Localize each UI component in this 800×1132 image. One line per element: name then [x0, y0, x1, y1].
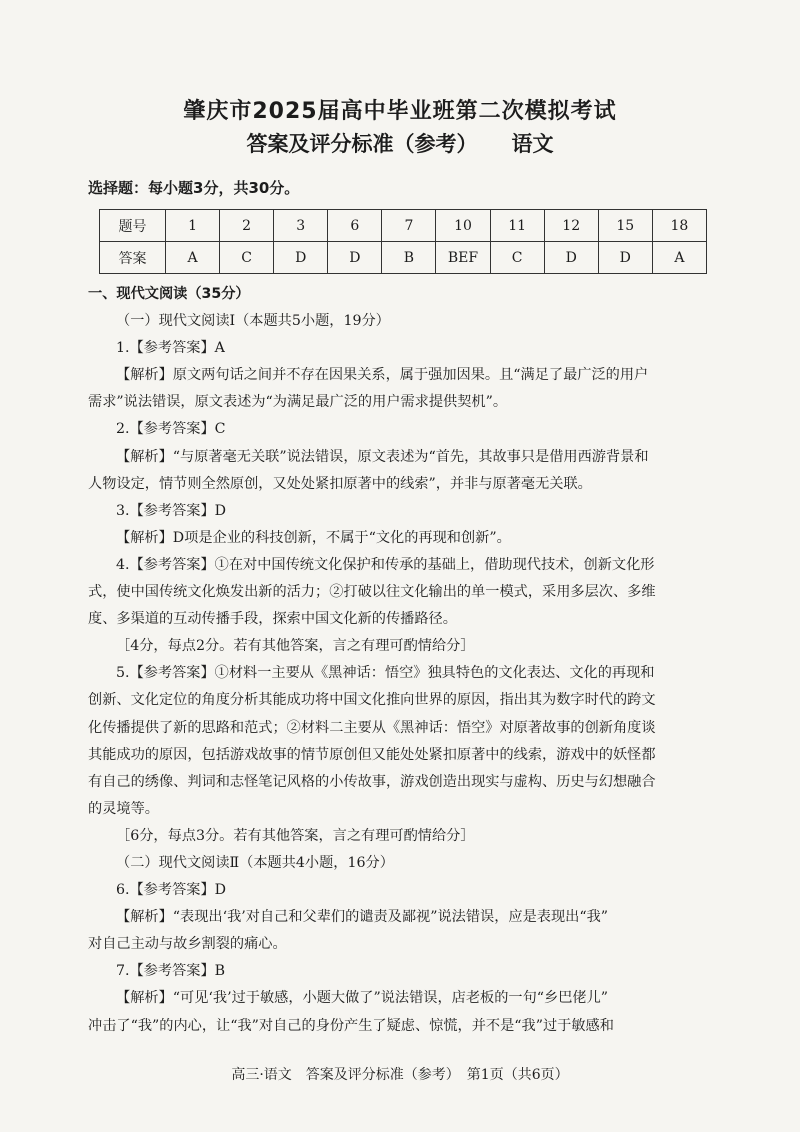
question-number: 18 [652, 210, 706, 242]
answer-cell: D [544, 242, 598, 274]
answer-line: 有自己的绣像、判词和志怪笔记风格的小传故事，游戏创造出现实与虚构、历史与幻想融合 [88, 773, 656, 790]
exam-subtitle [0, 128, 800, 158]
exam-title: 肇庆市2025届高中毕业班第二次模拟考试 [183, 99, 617, 124]
analysis-line: 需求”说法错误，原文表述为“为满足最广泛的用户需求提供契机”。 [88, 394, 508, 411]
question-number-row [100, 210, 707, 242]
answer-line: 1.【参考答案】A [116, 340, 225, 357]
question-number: 7 [382, 210, 436, 242]
question-number: 3 [274, 210, 328, 242]
answer-line: 6.【参考答案】D [116, 882, 227, 899]
answer-line: 4.【参考答案】①在对中国传统文化保护和传承的基础上，借助现代技术，创新文化形 [116, 556, 655, 573]
answer-row [100, 242, 707, 274]
analysis-line: 【解析】“可见‘我’过于敏感，小题大做了”说法错误，店老板的一句“乡巴佬儿” [116, 990, 609, 1007]
answer-cell: D [328, 242, 382, 274]
question-number: 10 [436, 210, 490, 242]
question-number: 12 [544, 210, 598, 242]
answer-line: 度、多渠道的互动传播手段，探索中国文化新的传播路径。 [88, 611, 457, 628]
question-number: 2 [220, 210, 274, 242]
analysis-line: 对自己主动与故乡割裂的痛心。 [88, 936, 287, 953]
subject-label: 语文 [511, 132, 554, 156]
answer-explanations [88, 281, 720, 1040]
selection-heading: 选择题：每小题3分，共30分。 [88, 179, 300, 197]
analysis-line: 【解析】“表现出‘我’对自己和父辈们的谴责及鄙视”说法错误，应是表现出“我” [116, 909, 609, 926]
analysis-line: 人物设定，情节则全然原创，又处处紧扣原著中的线索”，并非与原著毫无关联。 [88, 475, 592, 492]
answer-line: 化传播提供了新的思路和范式；②材料二主要从《黑神话：悟空》对原著故事的创新角度谈 [88, 719, 656, 736]
question-number: 6 [328, 210, 382, 242]
answer-cell: D [274, 242, 328, 274]
page-footer: 高三·语文 答案及评分标准（参考） 第1页（共6页） [231, 1067, 569, 1083]
answer-cell: A [652, 242, 706, 274]
analysis-line: 【解析】“与原著毫无关联”说法错误，原文表述为“首先，其故事只是借用西游背景和 [116, 448, 649, 465]
question-number: 15 [598, 210, 652, 242]
analysis-line: 【解析】原文两句话之间并不存在因果关系，属于强加因果。且“满足了最广泛的用户 [116, 367, 649, 384]
answer-cell: A [166, 242, 220, 274]
answer-cell: BEF [436, 242, 490, 274]
answer-line: 7.【参考答案】B [116, 963, 226, 980]
question-number: 11 [490, 210, 544, 242]
scoring-note: ［6分，每点3分。若有其他答案，言之有理可酌情给分］ [116, 827, 475, 844]
answer-line: 创新、文化定位的角度分析其能成功将中国文化推向世界的原因，指出其为数字时代的跨文 [88, 692, 656, 709]
analysis-line: 【解析】D项是企业的科技创新，不属于“文化的再现和创新”。 [116, 529, 511, 546]
answer-line: 的灵境等。 [88, 800, 159, 817]
answer-line: 式，使中国传统文化焕发出新的活力；②打破以往文化输出的单一模式，采用多层次、多维 [88, 584, 656, 601]
analysis-line: 冲击了“我”的内心，让“我”对自己的身份产生了疑虑、惊慌，并不是“我”过于敏感和 [88, 1017, 614, 1034]
answer-line: 其能成功的原因，包括游戏故事的情节原创但又能处处紧扣原著中的线索，游戏中的妖怪都 [88, 746, 656, 763]
scoring-note: ［4分，每点2分。若有其他答案，言之有理可酌情给分］ [116, 638, 475, 655]
row-label-number: 题号 [100, 210, 166, 242]
row-label-answer: 答案 [100, 242, 166, 274]
subsection-heading: （一）现代文阅读Ⅰ（本题共5小题，19分） [116, 313, 390, 330]
answer-line: 2.【参考答案】C [116, 421, 226, 438]
answer-cell: C [220, 242, 274, 274]
section-heading: 一、现代文阅读（35分） [88, 286, 250, 302]
answer-cell: B [382, 242, 436, 274]
answer-line: 3.【参考答案】D [116, 502, 227, 519]
question-number: 1 [166, 210, 220, 242]
answer-cell: D [598, 242, 652, 274]
answer-table [99, 209, 707, 274]
subsection-heading: （二）现代文阅读Ⅱ（本题共4小题，16分） [116, 854, 394, 871]
answer-line: 5.【参考答案】①材料一主要从《黑神话：悟空》独具特色的文化表达、文化的再现和 [116, 665, 655, 682]
answer-cell: C [490, 242, 544, 274]
subtitle-text: 答案及评分标准（参考） [246, 132, 478, 156]
